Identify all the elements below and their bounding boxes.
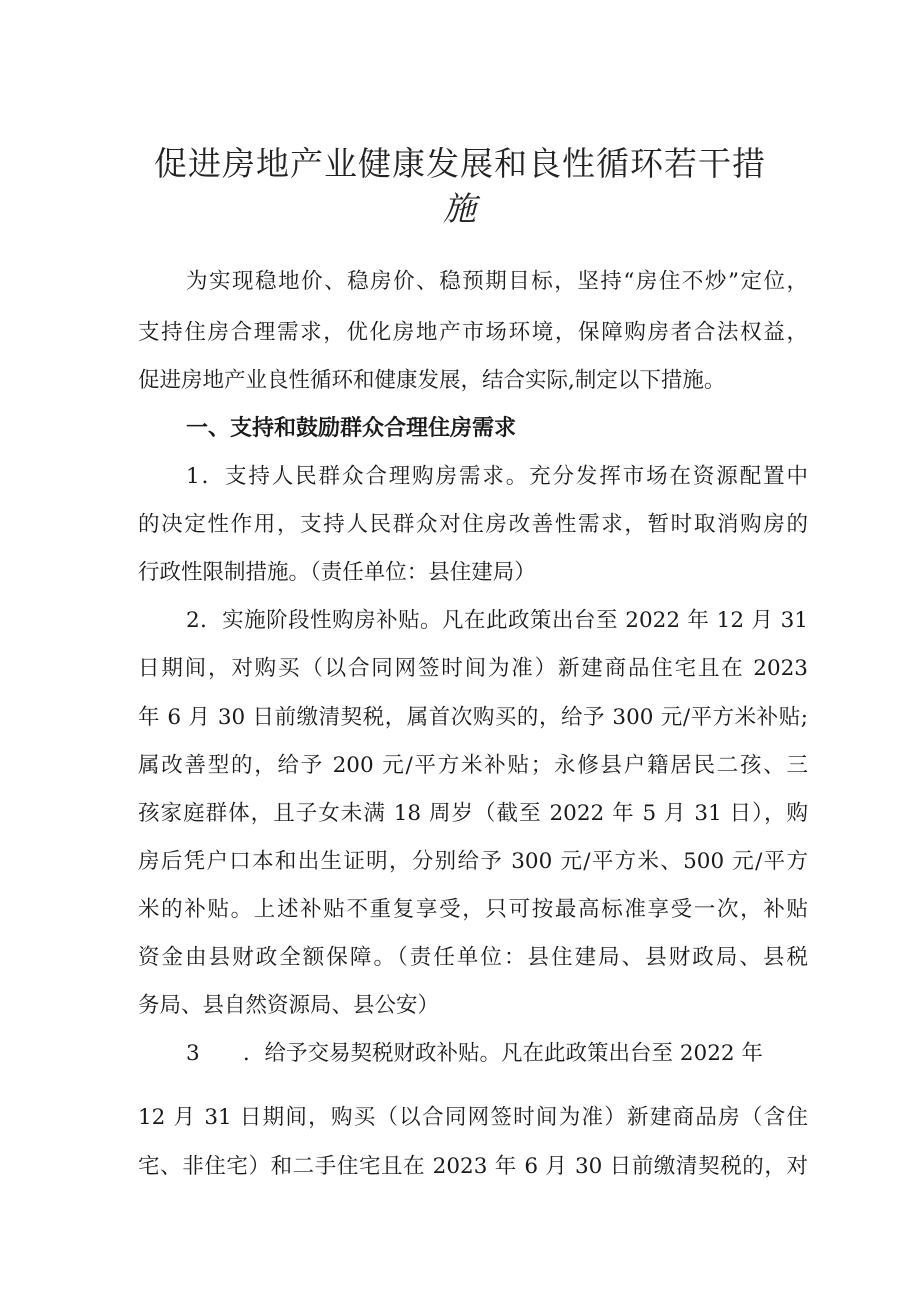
item-3-line-2: 12 月 31 日期间，购买（以合同网签时间为准）新建商品房（含住 bbox=[138, 1105, 808, 1130]
document-title-line-2: 施 bbox=[443, 189, 477, 228]
item-2-line-3: 年 6 月 30 日前缴清契税，属首次购买的，给予 300 元/平方米补贴; bbox=[138, 705, 808, 730]
section-1-heading: 一、支持和鼓励群众合理住房需求 bbox=[186, 416, 517, 441]
item-2-line-9: 务局、县自然资源局、县公安） bbox=[138, 993, 440, 1018]
item-2-line-4: 属改善型的，给予 200 元/平方米补贴；永修县户籍居民二孩、三 bbox=[138, 753, 808, 778]
item-3-line-3: 宅、非住宅）和二手住宅且在 2023 年 6 月 30 日前缴清契税的，对 bbox=[138, 1154, 808, 1179]
item-2-line-5: 孩家庭群体，且子女未满 18 周岁（截至 2022 年 5 月 31 日），购 bbox=[138, 801, 808, 826]
item-2-line-6: 房后凭户口本和出生证明，分别给予 300 元/平方米、500 元/平方 bbox=[138, 849, 808, 874]
item-2-line-7: 米的补贴。上述补贴不重复享受，只可按最高标准享受一次，补贴 bbox=[138, 897, 808, 922]
intro-line-3: 促进房地产业良性循环和健康发展，结合实际,制定以下措施。 bbox=[138, 368, 726, 393]
item-2-line-1: 2．实施阶段性购房补贴。凡在此政策出台至 2022 年 12 月 31 bbox=[186, 608, 808, 633]
document-title-line-1: 促进房地产业健康发展和良性循环若干措 bbox=[154, 144, 766, 183]
intro-line-1: 为实现稳地价、稳房价、稳预期目标，坚持“房住不炒”定位， bbox=[186, 269, 808, 294]
item-3-line-1: ．给予交易契税财政补贴。凡在此政策出台至 2022 年 bbox=[243, 1041, 763, 1066]
item-2-line-2: 日期间，对购买（以合同网签时间为准）新建商品住宅且在 2023 bbox=[138, 656, 808, 681]
item-1-line-3: 行政性限制措施。（责任单位：县住建局） bbox=[138, 560, 536, 585]
item-3-number: 3 bbox=[186, 1041, 200, 1066]
item-1-line-2: 的决定性作用，支持人民群众对住房改善性需求，暂时取消购房的 bbox=[138, 512, 808, 537]
item-2-line-8: 资金由县财政全额保障。（责任单位：县住建局、县财政局、县税 bbox=[138, 945, 808, 970]
intro-line-2: 支持住房合理需求，优化房地产市场环境，保障购房者合法权益， bbox=[138, 320, 808, 345]
item-1-line-1: 1．支持人民群众合理购房需求。充分发挥市场在资源配置中 bbox=[186, 464, 808, 489]
